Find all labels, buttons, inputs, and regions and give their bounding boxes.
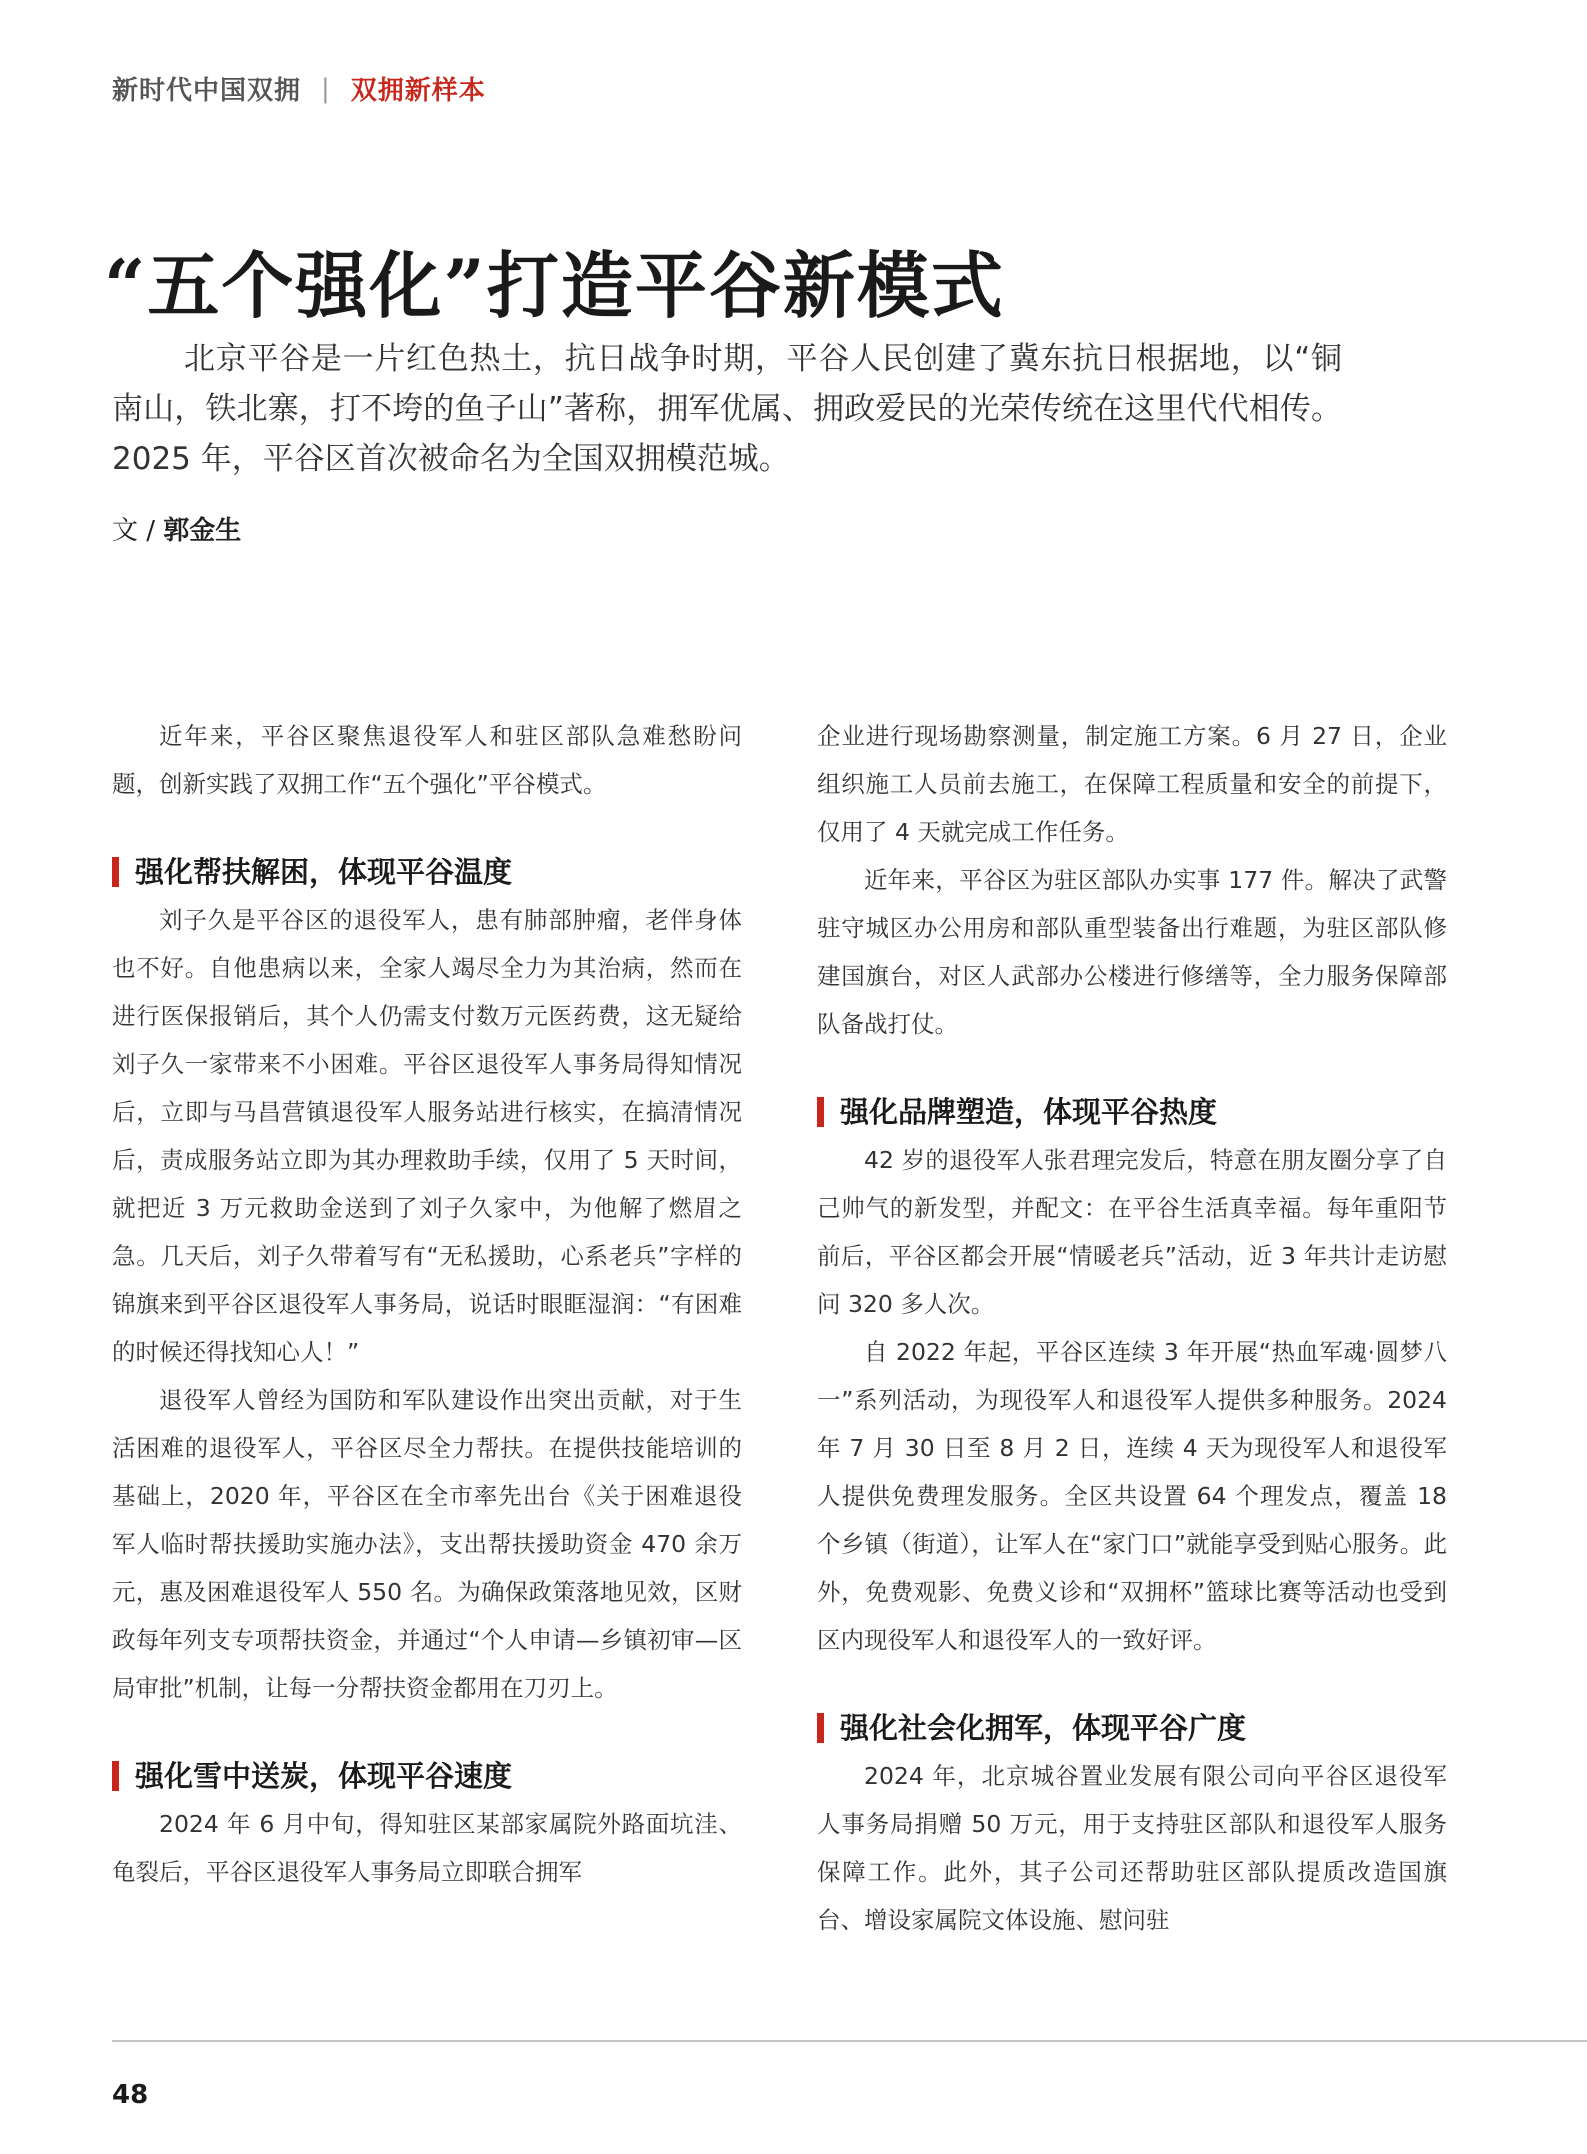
- article-lead: 北京平谷是一片红色热土，抗日战争时期，平谷人民创建了冀东抗日根据地，以“铜南山，铁北寨，打不垮的鱼子山”著称，拥军优属、拥政爱民的光荣传统在这里代代相传。2025 年，平谷区首次被命名为全国双拥模范城。: [112, 341, 1342, 477]
- section-heading-1: [112, 848, 742, 896]
- right-column: [817, 712, 1447, 1944]
- section-heading-1-text: 强化帮扶解困，体现平谷温度: [135, 855, 513, 889]
- byline-label: 文 /: [112, 516, 164, 546]
- header-column: 双拥新样本: [350, 76, 486, 106]
- page-number: 48: [112, 2080, 149, 2110]
- heading-marker-icon: [817, 1713, 824, 1743]
- heading-marker-icon: [112, 857, 119, 887]
- intro-paragraph: 近年来，平谷区聚焦退役军人和驻区部队急难愁盼问题，创新实践了双拥工作“五个强化”平谷模式。: [112, 722, 742, 798]
- left-column: [112, 712, 742, 1896]
- byline: [112, 510, 241, 547]
- body-paragraph: 42 岁的退役军人张君理完发后，特意在朋友圈分享了自己帅气的新发型，并配文：在平谷生活真幸福。每年重阳节前后，平谷区都会开展“情暖老兵”活动，近 3 年共计走访慰问 320 多人次。: [817, 1146, 1447, 1318]
- body-paragraph: 自 2022 年起，平谷区连续 3 年开展“热血军魂·圆梦八一”系列活动，为现役军人和退役军人提供多种服务。2024 年 7 月 30 日至 8 月 2 日，连续 4 天为现役军人和退役军人提供免费理发服务。全区共设置 64 个理发点，覆盖 18 个乡镇（街道），让军人在“家门口”就能享受到贴心服务。此外，免费观影、免费义诊和“双拥杯”篮球比赛等活动也受到区内现役军人和退役军人的一致好评。: [817, 1338, 1447, 1654]
- body-paragraph-continued: 企业进行现场勘察测量，制定施工方案。6 月 27 日，企业组织施工人员前去施工，在保障工程质量和安全的前提下，仅用了 4 天就完成工作任务。: [817, 722, 1447, 846]
- header-separator: |: [321, 73, 331, 104]
- body-paragraph: 2024 年 6 月中旬，得知驻区某部家属院外路面坑洼、龟裂后，平谷区退役军人事务局立即联合拥军: [112, 1810, 742, 1886]
- body-paragraph: 刘子久是平谷区的退役军人，患有肺部肿瘤，老伴身体也不好。自他患病以来，全家人竭尽全力为其治病，然而在进行医保报销后，其个人仍需支付数万元医药费，这无疑给刘子久一家带来不小困难。平谷区退役军人事务局得知情况后，立即与马昌营镇退役军人服务站进行核实，在搞清情况后，责成服务站立即为其办理救助手续，仅用了 5 天时间，就把近 3 万元救助金送到了刘子久家中，为他解了燃眉之急。几天后，刘子久带着写有“无私援助，心系老兵”字样的锦旗来到平谷区退役军人事务局，说话时眼眶湿润：“有困难的时候还得找知心人！”: [112, 906, 742, 1366]
- heading-marker-icon: [112, 1761, 119, 1791]
- body-paragraph: 近年来，平谷区为驻区部队办实事 177 件。解决了武警驻守城区办公用房和部队重型装备出行难题，为驻区部队修建国旗台，对区人武部办公楼进行修缮等，全力服务保障部队备战打仗。: [817, 866, 1447, 1038]
- running-header: [112, 70, 486, 107]
- section-heading-4: [817, 1704, 1447, 1752]
- section-heading-2-text: 强化雪中送炭，体现平谷速度: [135, 1759, 513, 1793]
- heading-marker-icon: [817, 1097, 824, 1127]
- article-title: “五个强化”打造平谷新模式: [104, 243, 1005, 328]
- section-heading-2: [112, 1752, 742, 1800]
- section-heading-3: [817, 1088, 1447, 1136]
- author-name: 郭金生: [163, 516, 242, 546]
- footer-divider: [112, 2040, 1587, 2042]
- header-series: 新时代中国双拥: [112, 76, 302, 106]
- body-paragraph: 2024 年，北京城谷置业发展有限公司向平谷区退役军人事务局捐赠 50 万元，用于支持驻区部队和退役军人服务保障工作。此外，其子公司还帮助驻区部队提质改造国旗台、增设家属院文体设施、慰问驻: [817, 1762, 1447, 1934]
- body-paragraph: 退役军人曾经为国防和军队建设作出突出贡献，对于生活困难的退役军人，平谷区尽全力帮扶。在提供技能培训的基础上，2020 年，平谷区在全市率先出台《关于困难退役军人临时帮扶援助实施办法》，支出帮扶援助资金 470 余万元，惠及困难退役军人 550 名。为确保政策落地见效，区财政每年列支专项帮扶资金，并通过“个人申请—乡镇初审—区局审批”机制，让每一分帮扶资金都用在刀刃上。: [112, 1386, 742, 1702]
- section-heading-4-text: 强化社会化拥军，体现平谷广度: [840, 1711, 1247, 1745]
- section-heading-3-text: 强化品牌塑造，体现平谷热度: [840, 1095, 1218, 1129]
